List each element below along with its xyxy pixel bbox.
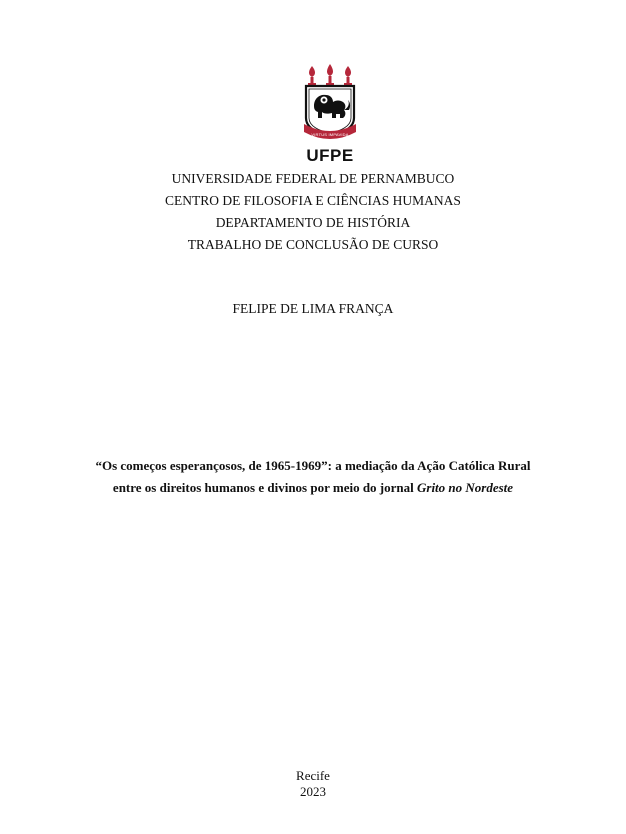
work-type: TRABALHO DE CONCLUSÃO DE CURSO: [187, 237, 439, 252]
thesis-title: [0, 455, 626, 499]
footer-place-date: [0, 768, 626, 800]
title-line-1: “Os começos esperançosos, de 1965-1969”: a mediação da Ação Católica Rural: [95, 458, 531, 473]
department-name: DEPARTAMENTO DE HISTÓRIA: [215, 215, 411, 230]
institution-header: [0, 168, 626, 256]
city: Recife: [296, 768, 330, 783]
logo-motto: VIRTUS IMPAVIDA: [311, 132, 349, 137]
ufpe-logo: [300, 64, 360, 166]
title-line-2: [0, 477, 626, 499]
logo-wordmark: UFPE: [306, 146, 354, 165]
university-name: UNIVERSIDADE FEDERAL DE PERNAMBUCO: [171, 171, 455, 186]
author-name: FELIPE DE LIMA FRANÇA: [232, 301, 394, 316]
newspaper-name: Grito no Nordeste: [417, 480, 514, 495]
title-line-2-text: entre os direitos humanos e divinos por meio do jornal: [112, 480, 417, 495]
center-name: CENTRO DE FILOSOFIA E CIÊNCIAS HUMANAS: [165, 193, 461, 208]
year: 2023: [300, 784, 326, 799]
